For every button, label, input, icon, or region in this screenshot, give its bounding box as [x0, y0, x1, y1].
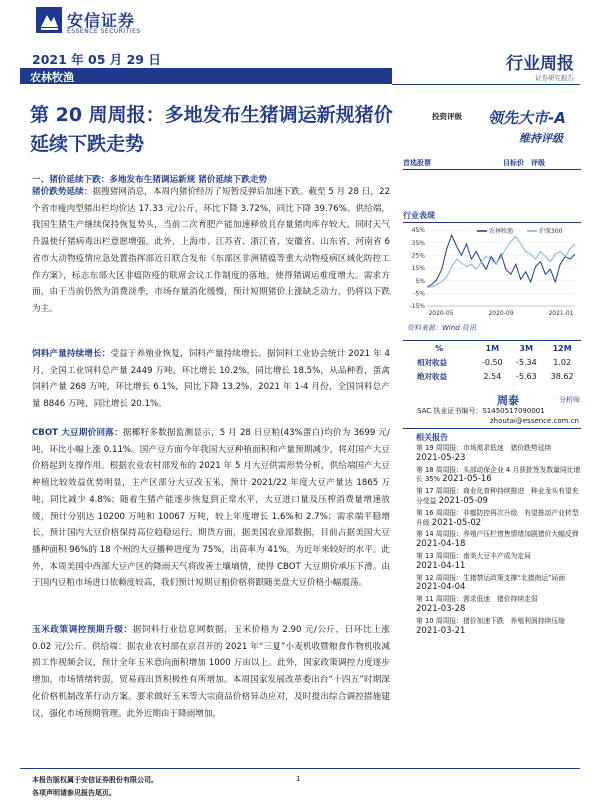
- related-reports-list: [416, 444, 582, 638]
- y-tick-label: 5%: [415, 277, 425, 285]
- report-date: 2021 年 05 月 29 日: [32, 52, 161, 67]
- list-item: [416, 574, 582, 594]
- paragraph-corn: [32, 622, 390, 722]
- report-type: 行业周报: [506, 54, 574, 74]
- x-tick-label: 2020-09: [488, 310, 514, 317]
- report-subtype: 证券研究报告: [535, 74, 574, 82]
- x-tick-label: 2021-01: [548, 310, 574, 317]
- chart-source: 资料来源：Wind 资讯: [407, 324, 476, 332]
- y-tick-label: 25%: [411, 252, 425, 260]
- paragraph-text: 据搜猪网消息，本周内猪价经历了短暂反弹后加速下跌。截至 5 月 28 日，22 个省市瘦肉型猪出栏均价达 17.33 元/公斤，环比下降 3.72%，同比下降 39.76%。供给端，我国生猪生产继续保持恢复势头，当前二次育肥产能加速释放且存量猪肉库存较大。同时天气升温使仔猪病毒出栏意愿增强。此外，上海市、江苏省、浙江省、安徽省、山东省、河南省 6 省市大动物疫情应急处置指挥部近日联合发布《东部区非洲猪瘟等重大动物疫病区域化防控工作方案》，标志东部大区非瘟防疫的联席会议工作制度的落地，使得猪调运难度增大。需求方面，由于当前仍然为消费淡季，市场存量消化缓慢，预计短期猪价上涨缺乏动力，仍将以下跌为主。: [32, 187, 390, 314]
- table-cell: 38.62: [550, 371, 574, 381]
- paragraph-lead: 玉米政策调控预期升级：: [32, 625, 133, 635]
- related-report-date: 2021-05-09: [438, 495, 488, 506]
- list-item: [416, 444, 582, 464]
- related-report-title: 第 14 周周报：养殖户压栏惜售情绪加剧猪价大幅反弹: [416, 530, 579, 539]
- paragraph-lead: CBOT 大豆期价回落：: [32, 428, 123, 438]
- related-report-title: 第 16 周周报：非瘟防控再次升级 有望推动产业转型升级: [416, 508, 579, 527]
- y-tick-label: -15%: [409, 303, 425, 311]
- analyst-email: zhoutai@essence.com.cn: [490, 417, 579, 425]
- rating-rule: [403, 169, 581, 170]
- row-label: 相对收益: [417, 357, 447, 367]
- performance-chart: [403, 224, 581, 320]
- performance-rule: [403, 222, 581, 223]
- legend-label: 沪深300: [539, 228, 563, 235]
- related-report-date: 2021-04-11: [416, 560, 466, 571]
- performance-title: 行业表现: [403, 211, 435, 220]
- footer-disclaimer: 各项声明请参见报告尾页。: [32, 789, 116, 797]
- related-report-title: 第 19 周周报：市场需求低迷 猪价跌势延续: [416, 444, 552, 452]
- table-row: [403, 369, 581, 383]
- target-price-label: 目标价 评级: [503, 159, 545, 167]
- related-report-date: 2021-04-18: [416, 539, 466, 550]
- related-report-date: 2021-05-23: [416, 452, 466, 463]
- sector-label: 农林牧渔: [30, 71, 74, 84]
- header-rule: [392, 84, 580, 85]
- list-item: [416, 552, 582, 572]
- footer-copyright: 本报告版权属于安信证券股份有限公司。: [32, 776, 158, 784]
- list-item: [416, 595, 582, 615]
- analyst-rule: [403, 428, 581, 429]
- related-report-date: 2021-03-28: [416, 603, 466, 614]
- related-report-date: 2021-04-04: [416, 582, 466, 593]
- table-row: [403, 355, 581, 369]
- table-header-cell: 12M: [543, 341, 581, 356]
- list-item: [416, 466, 582, 486]
- related-reports-title: 相关报告: [416, 433, 448, 442]
- analyst-name: 周泰: [497, 394, 519, 407]
- rating-value: 领先大市-A: [488, 109, 566, 127]
- preferred-stocks-label: 首选股票: [403, 159, 431, 167]
- legend-label: 农林牧渔: [489, 228, 514, 235]
- logo-text-en: ESSENCE SECURITIES: [67, 28, 141, 35]
- table-cell: -5.34: [515, 357, 537, 367]
- y-tick-label: -5%: [413, 290, 425, 298]
- sector-banner: [20, 68, 392, 84]
- page-number: 1: [296, 775, 301, 783]
- analyst-role: 分析师: [559, 396, 580, 404]
- logo-mark-icon: [36, 7, 62, 33]
- related-report-title: 第 13 周周报：南美大豆丰产成为定局: [416, 551, 531, 560]
- y-tick-label: 35%: [411, 239, 425, 247]
- list-item: [416, 487, 582, 507]
- paragraph-lead: 饲料产量持续增长：: [32, 349, 111, 359]
- paragraph-soybean: [32, 425, 390, 592]
- series-line-csi300: [427, 236, 575, 287]
- paragraph-text: 据饲料行业信息网数据，玉米价格为 2.90 元/公斤，日环比上涨 0.02 元/公斤。供给端：据农业农村部在京召开的 2021 年“三夏”小麦机收暨粮食作物机收减损工作视频会议，预计全年玉米意向面积增加 1000 万亩以上。此外，国家政策调控力度逐步增加，市场情绪转弱，贸易商出货积极性有所增加。本周国家发展改革委出台“十四五”时期深化价格机制改革行动方案。要求做好玉米等大宗商品价格异动应对，及时提出综合调控措施建议，强化市场预期管理。此外近期由于降雨增加，: [32, 625, 390, 719]
- related-report-title: 第 12 周周报：生猪禁运政策支撑“北猪南运”局面: [416, 573, 566, 582]
- paragraph-lead: 猪价跌势延续：: [32, 187, 93, 197]
- x-tick-label: 2020-05: [428, 310, 454, 317]
- row-label: 绝对收益: [417, 371, 447, 381]
- paragraph-feed: [32, 346, 390, 413]
- analyst-sac-number: SAC 执业证书编号：S1450517090001: [417, 407, 545, 415]
- table-cell: 2.54: [483, 371, 502, 381]
- y-tick-label: 45%: [411, 227, 425, 235]
- footer-rule: [20, 768, 580, 769]
- list-item: [416, 530, 582, 550]
- related-report-title: 第 10 周周报：猪价加速下跌 养殖利润持续压缩: [416, 616, 565, 625]
- report-title: 第 20 周周报：多地发布生猪调运新规猪价延续下跌走势: [30, 104, 393, 155]
- table-header-cell: %: [403, 341, 475, 356]
- section-heading: 一、猪价延续下跌：多地发布生猪调运新规 猪价延续下跌走势: [32, 175, 268, 185]
- paragraph-text: 据椰籽多数据监测显示，5 月 28 日豆粕(43%蛋白)均价为 3699 元/吨，环比小幅上涨 0.11%。国产豆方面今年我国大豆种植面积和产量预期减少，将对国产大豆价格起到支撑作用。根据农业农村部发布的 2021 年 5 月大豆供需形势分析，供给端国产大豆种植比较效益优势明显，主产区部分大豆改玉米，预计 2021/22 年度大豆产量达 1865 万吨，同比减少 4.8%；随着生猪产能逐步恢复到正常水平，大豆进口量及压榨消费量增速放缓，预计分别达 10200 万吨和 10067 万吨，较上年度增长 1.6%和 2.7%；需求端平稳增长，预计国内大豆价格保持高位趋稳运行。期货方面，据美国农业部数据，目前占据美国大豆播种面积 96%的 18 个州的大豆播种进度为 75%，出苗率为 41%，为近年来较好的水平。此外，本周美国中西部大豆产区的降雨天气将改善土壤墒情，使得 CBOT 大豆期价承压下滑。由于国内豆粕市场进口依赖度较高，我们预计短期豆粕价格将跟随美盘大豆价格小幅震荡。: [32, 428, 390, 589]
- table-cell: 1.02: [553, 357, 572, 367]
- related-report-date: 2021-03-21: [416, 625, 466, 636]
- table-cell: -5.63: [515, 371, 537, 381]
- table-header-row: [403, 341, 581, 356]
- rating-maintain: 维持评级: [519, 132, 563, 145]
- related-report-title: 第 18 周周报：头部动保企业 4 月获批签发数量同比增长 35%: [416, 465, 581, 484]
- rating-label: 投资评级: [432, 112, 462, 121]
- paragraph-text: 受益于养殖业恢复，饲料产量持续增长。据饲料工业协会统计 2021 年 4 月，全国工业饲料总产量 2449 万吨，环比增长 10.2%，同比增长 18.5%，从品种看，蛋禽饲料产量 268 万吨，环比增长 6.1%，同比下降 13.2%，2021 年 1-4 月份，全国饲料总产量 8846 万吨，同比增长 20.1%。: [32, 349, 390, 410]
- list-item: [416, 509, 582, 529]
- related-report-title: 第 17 周周报：商业化育种持续推进 种业龙头有望充分受益: [416, 487, 579, 505]
- list-item: [416, 617, 582, 637]
- performance-table: [403, 340, 581, 383]
- y-tick-label: 15%: [411, 265, 425, 273]
- related-report-title: 第 11 周周报：需求低迷 猪价持续走弱: [416, 595, 538, 604]
- related-report-date: 2021-05-02: [431, 517, 482, 528]
- table-cell: -0.50: [481, 357, 503, 367]
- related-report-date: 2021-05-16: [442, 474, 492, 485]
- table-header-cell: 3M: [509, 341, 543, 356]
- table-header-cell: 1M: [475, 341, 509, 356]
- paragraph-pig-price: [32, 184, 390, 318]
- logo-text-cn: 安信证券: [67, 11, 136, 30]
